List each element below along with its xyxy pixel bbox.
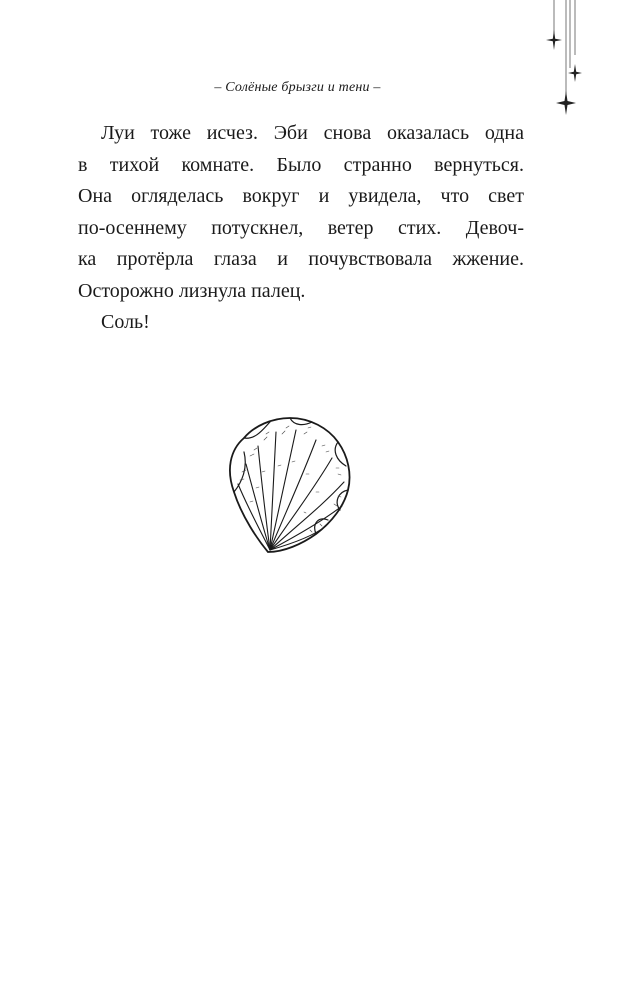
text-line: в тихой комнате. Было странно вернуться. xyxy=(78,153,524,176)
text-line: по-осеннему потускнел, ветер стих. Девоч- xyxy=(78,216,524,239)
sparkle-stars-icon xyxy=(540,0,610,120)
text-line: Осторожно лизнула палец. xyxy=(78,279,306,302)
text-line: Она огляделась вокруг и увидела, что свет xyxy=(78,185,524,207)
seashell-icon xyxy=(220,412,355,557)
paragraph-2: Соль! xyxy=(101,311,150,333)
running-title: – Солёные брызги и тени – xyxy=(214,80,381,95)
body-text xyxy=(78,118,524,339)
text-line: ка протёрла глаза и почувствовала жжение. xyxy=(78,248,524,270)
running-header xyxy=(0,80,595,96)
text-line: Луи тоже исчез. Эби снова оказалась одна xyxy=(101,122,524,144)
